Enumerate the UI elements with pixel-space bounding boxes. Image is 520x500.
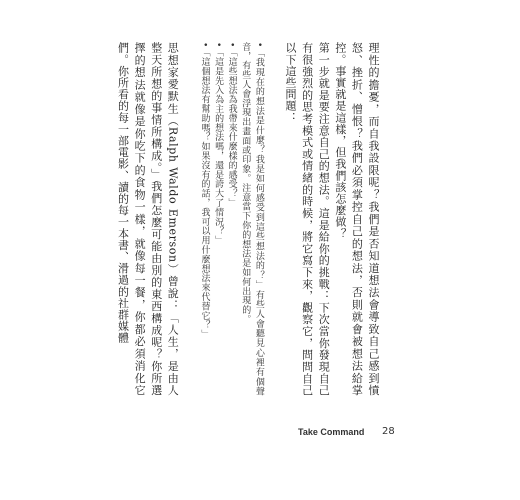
page-footer	[298, 425, 418, 441]
bullet-dot-icon: •	[199, 42, 210, 48]
running-title: Take Command	[298, 427, 365, 437]
bullet-text: 「這是先入為主的想法嗎，還是誇大了情況？」	[213, 47, 224, 246]
bullet-dot-icon: •	[253, 42, 264, 48]
bullet-dot-icon: •	[226, 42, 237, 48]
bullet-text: 「這個想法有幫助嗎？如果沒有的話，我可以用什麼想法來代替它？」	[199, 47, 210, 340]
bullet-text: 「我現在的想法是什麼？我是如何感受到這些想法的？」有些人會聽見心裡有個聲音，有些人會浮現出畫面或印象。注意當下你的想法是如何出現的。	[240, 42, 264, 396]
bullet-item-3	[210, 42, 224, 396]
page-number: 28	[382, 426, 395, 437]
paragraph-3: 思想家愛默生（Ralph Waldo Emerson）曾說：「人生，是由人整天所想的事情所構成。」我們怎麼可能由別的東西構成呢？你所選擇的想法就像是你吃下的食物一樣，就像每一餐，你都必須消化它們。你所看的每一部電影、讀的每一本書、滑過的社群媒體	[116, 42, 180, 396]
body-text-area	[116, 42, 381, 396]
bullet-item-1	[238, 42, 265, 396]
bullet-text: 「這些想法為我帶來什麼樣的感受？」	[226, 47, 237, 208]
vertical-body-text	[116, 42, 381, 396]
paragraph-1: 理性的擔憂，而自我設限呢？我們是否知道想法會導致自己感到憤怒、挫折、憎恨？我們必須掌控自己的想法，否則就會被想法給掌控。事實就是這樣，但我們該怎麼做？	[333, 42, 380, 396]
paragraph-2: 第一步就是要注意自己的想法。這是給你的挑戰：下次當你發現自己有很強烈的思考模式或情緒的時候，將它寫下來，觀察它，問問自己以下這些問題：	[284, 42, 331, 396]
bullet-dot-icon: •	[213, 42, 224, 48]
bullet-item-2	[224, 42, 238, 396]
bullet-item-4	[197, 42, 211, 396]
